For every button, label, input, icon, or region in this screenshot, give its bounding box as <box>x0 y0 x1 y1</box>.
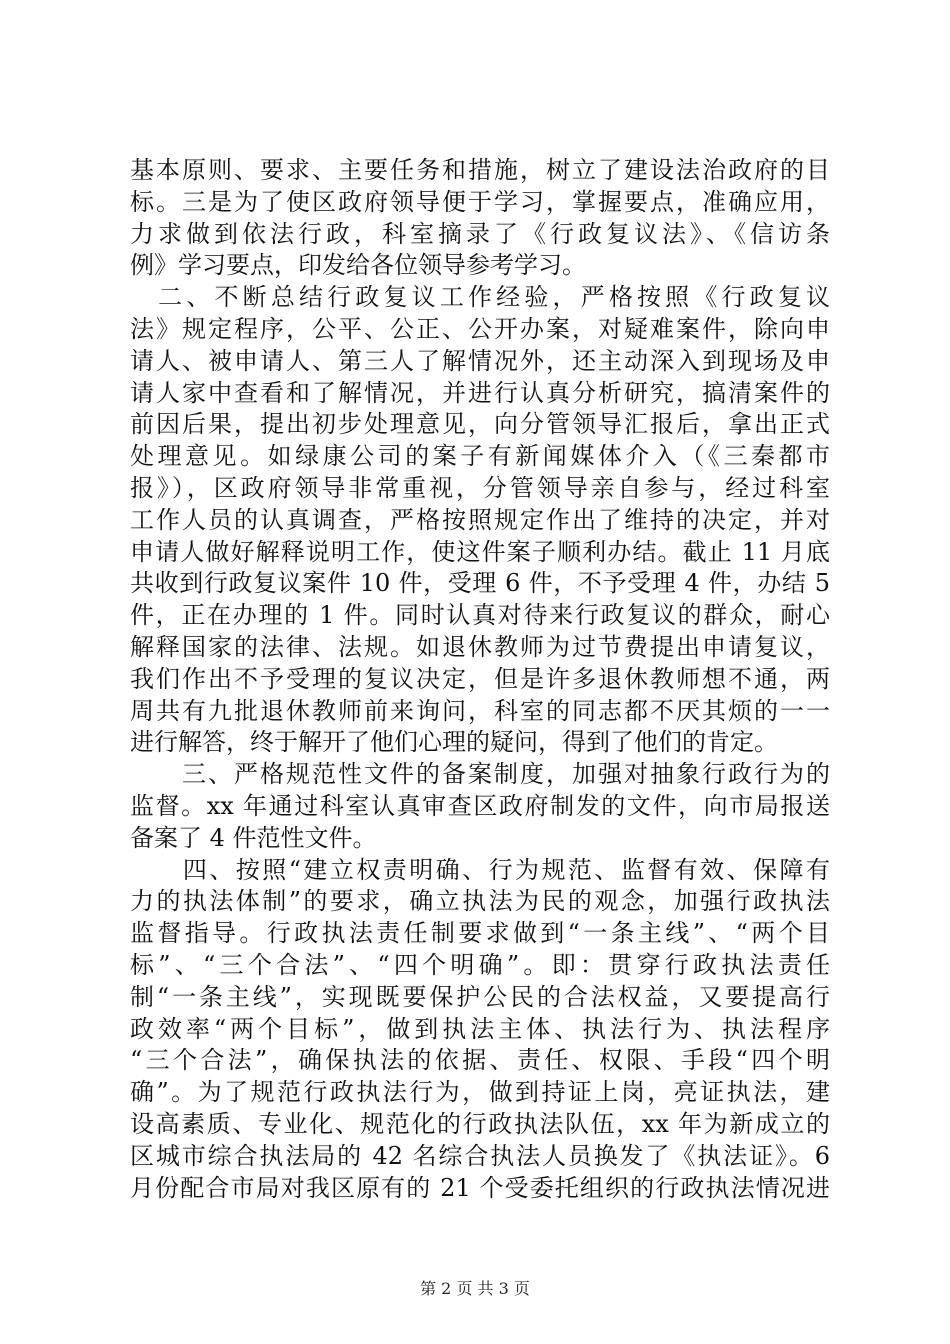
text-line: 二、不断总结行政复议工作经验，严格按照《行政复议 <box>130 283 830 312</box>
text-line: 申请人做好解释说明工作，使这件案子顺利办结。截止 11 月底 <box>130 537 830 566</box>
text-line: 区城市综合执法局的 42 名综合执法人员换发了《执法证》。6 <box>130 1141 830 1170</box>
text-line: 工作人员的认真调查，严格按照规定作出了维持的决定，并对 <box>130 505 830 534</box>
text-line: 例》学习要点，印发给各位领导参考学习。 <box>130 251 586 280</box>
text-line: 进行解答，终于解开了他们心理的疑问，得到了他们的肯定。 <box>130 728 778 757</box>
text-line: 共收到行政复议案件 10 件，受理 6 件，不予受理 4 件，办结 5 <box>130 569 830 598</box>
document-body <box>130 155 830 1204</box>
text-line: 月份配合市局对我区原有的 21 个受委托组织的行政执法情况进 <box>130 1173 830 1202</box>
text-line: 标”、“三个合法”、“四个明确”。即：贯穿行政执法责任 <box>130 950 830 979</box>
text-line: 周共有九批退休教师前来询问，科室的同志都不厌其烦的一一 <box>130 696 830 725</box>
text-line: 确”。为了规范行政执法行为，做到持证上岗，亮证执法，建 <box>130 1078 830 1107</box>
text-line: 基本原则、要求、主要任务和措施，树立了建设法治政府的目 <box>130 156 830 184</box>
text-line: 报》），区政府领导非常重视，分管领导亲自参与，经过科室 <box>130 473 830 502</box>
text-line: “三个合法”，确保执法的依据、责任、权限、手段“四个明 <box>130 1046 830 1075</box>
text-line: 请人、被申请人、第三人了解情况外，还主动深入到现场及申 <box>130 346 830 375</box>
text-line: 解释国家的法律、法规。如退休教师为过节费提出申请复议， <box>130 632 830 661</box>
text-line: 请人家中查看和了解情况，并进行认真分析研究，搞清案件的 <box>130 378 830 407</box>
text-line: 设高素质、专业化、规范化的行政执法队伍，xx 年为新成立的 <box>130 1109 830 1138</box>
page-footer: 第 2 页 共 3 页 <box>420 1279 530 1298</box>
text-line: 备案了 4 件范性文件。 <box>130 823 377 852</box>
text-line: 制“一条主线”，实现既要保护公民的合法权益，又要提高行 <box>130 982 830 1011</box>
text-line: 标。三是为了使区政府领导便于学习，掌握要点，准确应用， <box>130 187 830 216</box>
text-line: 力求做到依法行政，科室摘录了《行政复议法》、《信访条 <box>130 219 830 248</box>
text-line: 法》规定程序，公平、公正、公开办案，对疑难案件，除向申 <box>130 314 830 343</box>
text-line: 政效率“两个目标”，做到执法主体、执法行为、执法程序 <box>130 1014 830 1043</box>
text-line: 力的执法体制”的要求，确立执法为民的观念，加强行政执法 <box>130 887 830 916</box>
text-line: 处理意见。如绿康公司的案子有新闻媒体介入（《三秦都市 <box>130 442 830 471</box>
text-line: 四、按照“建立权责明确、行为规范、监督有效、保障有 <box>130 855 830 884</box>
text-line: 监督。xx 年通过科室认真审查区政府制发的文件，向市局报送 <box>130 791 830 820</box>
text-line: 三、严格规范性文件的备案制度，加强对抽象行政行为的 <box>130 760 830 789</box>
text-line: 我们作出不予受理的复议决定，但是许多退休教师想不通，两 <box>130 664 830 693</box>
text-line: 件，正在办理的 1 件。同时认真对待来行政复议的群众，耐心 <box>130 601 830 630</box>
text-line: 监督指导。行政执法责任制要求做到“一条主线”、“两个目 <box>130 919 830 948</box>
text-line: 前因后果，提出初步处理意见，向分管领导汇报后，拿出正式 <box>130 410 830 439</box>
